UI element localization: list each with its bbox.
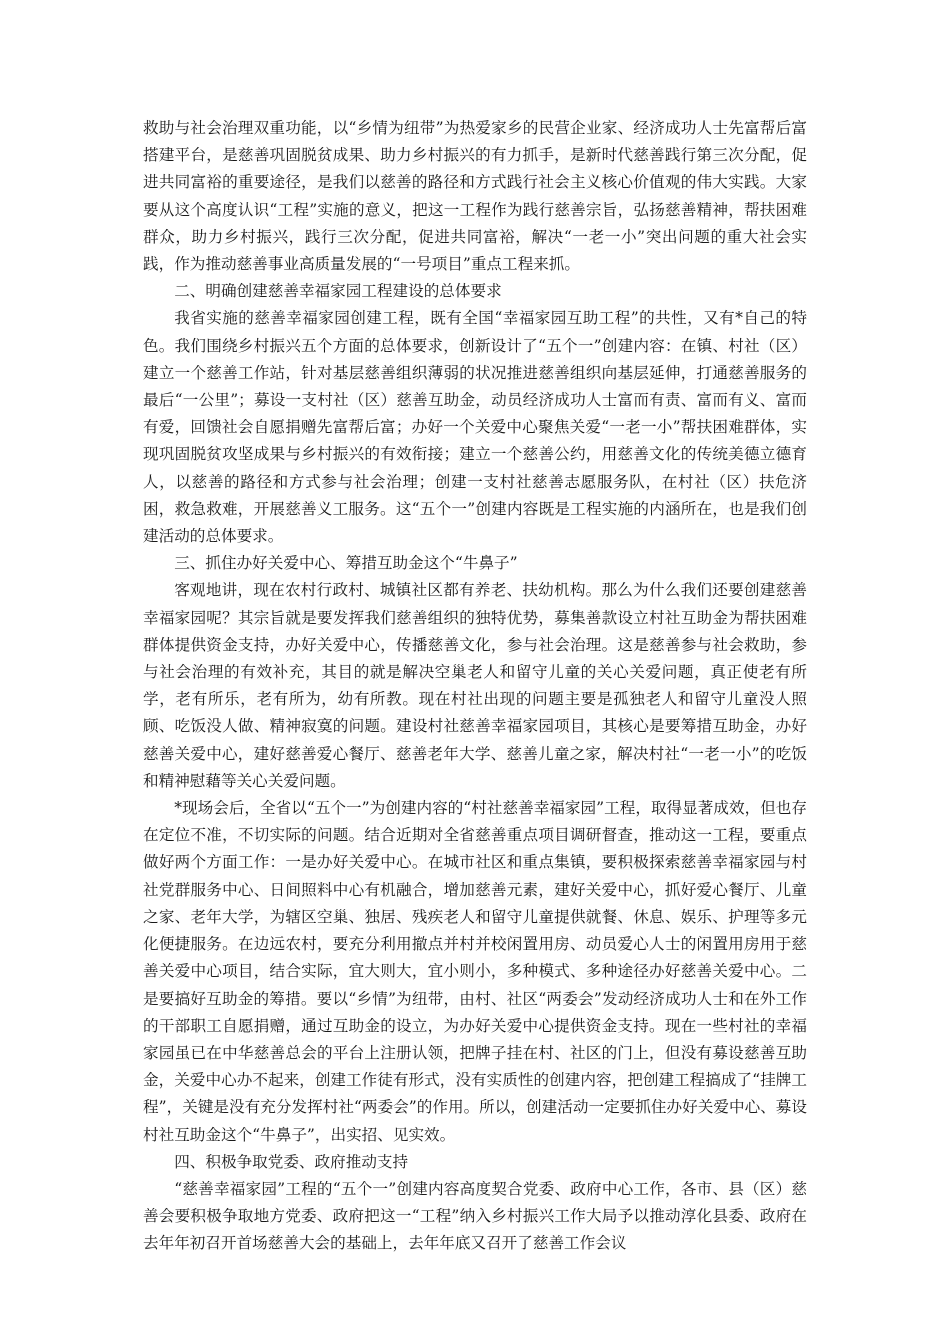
- section-heading-2: 二、明确创建慈善幸福家园工程建设的总体要求: [174, 282, 502, 301]
- paragraph-body: “慈善幸福家园”工程的“五个一”创建内容高度契合党委、政府中心工作，各市、县（区）慈善会要积极争取地方党委、政府把这一“工程”纳入乡村振兴工作大局予以推动淳化县委、政府在去年年初召开首场慈善大会的基础上，去年年底又召开了慈善工作会议: [143, 1179, 807, 1253]
- section-heading-3: 三、抓住办好关爱中心、筹措互助金这个“牛鼻子”: [174, 554, 518, 573]
- paragraph-body: 客观地讲，现在农村行政村、城镇社区都有养老、扶幼机构。那么为什么我们还要创建慈善幸福家园呢？其宗旨就是要发挥我们慈善组织的独特优势，募集善款设立村社互助金为帮扶困难群体提供资金支持，办好关爱中心，传播慈善文化，参与社会治理。这是慈善参与社会救助，参与社会治理的有效补充，其目的就是解决空巢老人和留守儿童的关心关爱问题，真正使老有所学，老有所乐，老有所为，幼有所教。现在村社出现的问题主要是孤独老人和留守儿童没人照顾、吃饭没人做、精神寂寞的问题。建设村社慈善幸福家园项目，其核心是要筹措互助金，办好慈善关爱中心，建好慈善爱心餐厅、慈善老年大学、慈善儿童之家，解决村社“一老一小”的吃饭和精神慰藉等关心关爱问题。: [143, 581, 807, 790]
- paragraph-body: *现场会后，全省以“五个一”为创建内容的“村社慈善幸福家园”工程，取得显著成效，但也存在定位不准，不切实际的问题。结合近期对全省慈善重点项目调研督查，推动这一工程，要重点做好两个方面工作：一是办好关爱中心。在城市社区和重点集镇，要积极探索慈善幸福家园与村社党群服务中心、日间照料中心有机融合，增加慈善元素，建好关爱中心，抓好爱心餐厅、儿童之家、老年大学，为辖区空巢、独居、残疾老人和留守儿童提供就餐、休息、娱乐、护理等多元化便捷服务。在边远农村，要充分利用撤点并村并校闲置用房、动员爱心人士的闲置用房用于慈善关爱中心项目，结合实际，宜大则大，宜小则小，多种模式、多种途径办好慈善关爱中心。二是要搞好互助金的筹措。要以“乡情”为纽带，由村、社区“两委会”发动经济成功人士和在外工作的干部职工自愿捐赠，通过互助金的设立，为办好关爱中心提供资金支持。现在一些村社的幸福家园虽已在中华慈善总会的平台上注册认领，把牌子挂在村、社区的门上，但没有募设慈善互助金，关爱中心办不起来，创建工作徒有形式，没有实质性的创建内容，把创建工程搞成了“挂牌工程”，关键是没有充分发挥村社“两委会”的作用。所以，创建活动一定要抓住办好关爱中心、募设村社互助金这个“牛鼻子”，出实招、见实效。: [143, 799, 807, 1144]
- document-page: [143, 115, 807, 1258]
- paragraph-body: 我省实施的慈善幸福家园创建工程，既有全国“幸福家园互助工程”的共性，又有*自己的特色。我们围绕乡村振兴五个方面的总体要求，创新设计了“五个一”创建内容：在镇、村社（区）建立一个慈善工作站，针对基层慈善组织薄弱的状况推进慈善组织向基层延伸，打通慈善服务的最后“一公里”；募设一支村社（区）慈善互助金，动员经济成功人士富而有责、富而有义、富而有爱，回馈社会自愿捐赠先富帮后富；办好一个关爱中心聚焦关爱“一老一小”帮扶困难群体，实现巩固脱贫攻坚成果与乡村振兴的有效衔接；建立一个慈善公约，用慈善文化的传统美德立德育人，以慈善的路径和方式参与社会治理；创建一支村社慈善志愿服务队，在村社（区）扶危济困，救急救难，开展慈善义工服务。这“五个一”创建内容既是工程实施的内涵所在，也是我们创建活动的总体要求。: [143, 309, 807, 546]
- paragraph-continuation: 救助与社会治理双重功能，以“乡情为纽带”为热爱家乡的民营企业家、经济成功人士先富帮后富搭建平台，是慈善巩固脱贫成果、助力乡村振兴的有力抓手，是新时代慈善践行第三次分配，促进共同富裕的重要途径，是我们以慈善的路径和方式践行社会主义核心价值观的伟大实践。大家要从这个高度认识“工程”实施的意义，把这一工程作为践行慈善宗旨，弘扬慈善精神，帮扶困难群众，助力乡村振兴，践行三次分配，促进共同富裕，解决“一老一小”突出问题的重大社会实践，作为推动慈善事业高质量发展的“一号项目”重点工程来抓。: [143, 119, 807, 274]
- section-heading-4: 四、积极争取党委、政府推动支持: [174, 1152, 409, 1171]
